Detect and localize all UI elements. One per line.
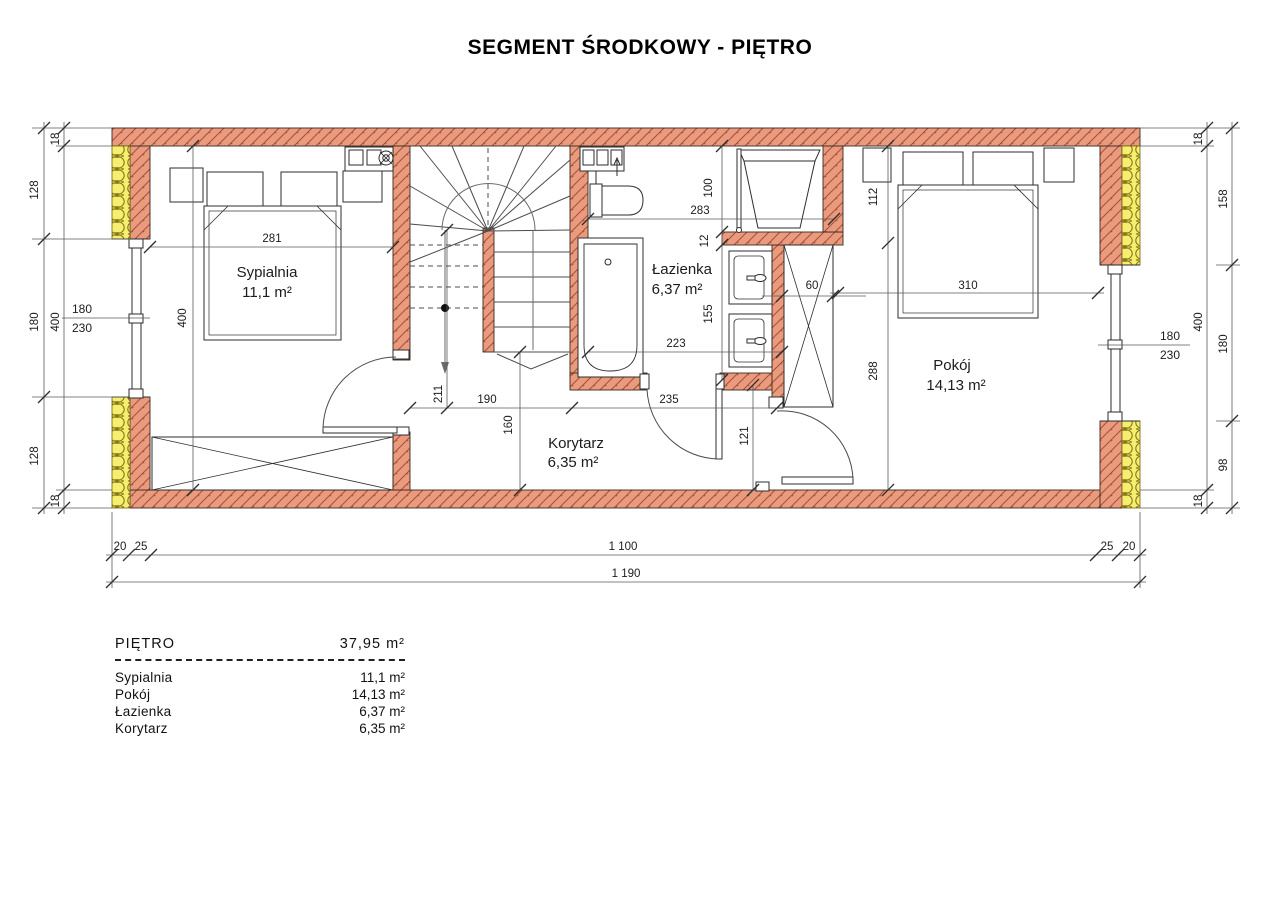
door-leaf xyxy=(716,389,722,459)
stair-treads-lower xyxy=(494,252,570,369)
nightstand xyxy=(343,171,382,202)
legend-header xyxy=(115,636,405,659)
dim-label: 60 xyxy=(805,280,819,292)
nightstand xyxy=(170,168,203,202)
bed-pokoj xyxy=(863,148,1074,318)
legend-room-name: Sypialnia xyxy=(115,670,173,685)
dim-label: 1 190 xyxy=(611,568,641,580)
flue-block-bedroom xyxy=(345,147,393,171)
legend-room-area: 11,1 m² xyxy=(360,670,405,685)
dim-label: 223 xyxy=(666,338,686,350)
wardrobe-pokoj xyxy=(784,245,833,407)
legend-room-name: Korytarz xyxy=(115,721,168,736)
insulation-left-upper xyxy=(112,146,130,239)
legend-room-name: Łazienka xyxy=(115,704,172,719)
window-size-label: 180 xyxy=(1159,329,1181,343)
window-left xyxy=(112,239,150,398)
window-right xyxy=(1100,265,1140,421)
room-label-lazienka: Łazienka xyxy=(651,261,713,278)
dim-label: 1 100 xyxy=(608,541,638,553)
wall-stair-left-stub xyxy=(393,432,410,490)
dim-label: 20 xyxy=(1122,541,1136,553)
page-title: SEGMENT ŚRODKOWY - PIĘTRO xyxy=(467,36,813,59)
dim-label: 18 xyxy=(1193,132,1205,146)
dim-label: 281 xyxy=(262,233,282,245)
legend-room-area: 14,13 m² xyxy=(351,687,405,702)
insulation-right-upper xyxy=(1122,146,1140,265)
dim-label: 211 xyxy=(433,384,445,404)
dim-label: 190 xyxy=(477,394,497,406)
bathtub xyxy=(578,238,643,377)
dim-label: 288 xyxy=(868,361,880,381)
dim-label: 25 xyxy=(1100,541,1114,553)
wall-left-lower xyxy=(130,397,150,490)
dim-label: 25 xyxy=(134,541,148,553)
wall-stair-left xyxy=(393,146,410,360)
dim-label: 128 xyxy=(29,180,41,200)
dim-label: 180 xyxy=(1218,334,1230,354)
washbasins xyxy=(729,251,772,367)
room-label-korytarz: Korytarz xyxy=(548,435,604,452)
legend-room-area: 6,37 m² xyxy=(359,704,405,719)
dim-label: 100 xyxy=(703,178,715,198)
pillow xyxy=(281,172,337,208)
dim-label: 400 xyxy=(1193,312,1205,332)
legend-row xyxy=(115,669,405,686)
room-label-pokoj: Pokój xyxy=(933,357,971,374)
room-area-sypialnia: 11,1 m² xyxy=(242,284,292,301)
stair-start-mark xyxy=(497,354,568,369)
legend-room-area: 6,35 m² xyxy=(359,721,405,736)
window-size-label: 180 xyxy=(71,302,93,316)
wall-shower-bottom xyxy=(722,232,843,245)
legend-floor-label: PIĘTRO xyxy=(115,636,175,652)
wall-right-upper xyxy=(1100,146,1122,265)
dim-label: 310 xyxy=(958,280,978,292)
room-area-lazienka: 6,37 m² xyxy=(651,281,703,298)
dim-label: 98 xyxy=(1218,458,1230,472)
dim-label: 158 xyxy=(1218,189,1230,209)
room-area-korytarz: 6,35 m² xyxy=(547,454,599,471)
wall-bottom xyxy=(130,490,1122,508)
room-label-sypialnia: Sypialnia xyxy=(236,264,298,281)
legend-floor-area: 37,95 m² xyxy=(339,636,405,652)
legend-separator xyxy=(115,659,405,661)
door-lazienka xyxy=(640,374,724,459)
stair-spine-wall xyxy=(483,228,494,352)
dim-label: 20 xyxy=(113,541,127,553)
legend-row xyxy=(115,686,405,703)
dim-label: 160 xyxy=(503,415,515,435)
door-pokoj xyxy=(756,397,853,491)
dim-label: 235 xyxy=(659,394,679,406)
door-leaf xyxy=(323,427,397,433)
dim-label: 400 xyxy=(50,312,62,332)
dim-label: 400 xyxy=(177,308,189,328)
dim-label: 283 xyxy=(690,205,710,217)
bed-sypialnia xyxy=(170,168,382,340)
dim-label: 128 xyxy=(29,446,41,466)
dim-label: 155 xyxy=(703,304,715,324)
wall-left-upper xyxy=(130,146,150,239)
bed-body xyxy=(898,185,1038,318)
door-sypialnia xyxy=(323,350,409,435)
legend-row xyxy=(115,720,405,737)
legend-room-name: Pokój xyxy=(115,687,151,702)
toilet xyxy=(590,184,643,217)
dim-label: 180 xyxy=(29,312,41,332)
dim-label: 112 xyxy=(868,187,880,207)
dim-label: 121 xyxy=(739,426,751,446)
legend-row xyxy=(115,703,405,720)
dim-label: 18 xyxy=(50,494,62,508)
dim-label: 18 xyxy=(50,132,62,146)
wall-right-lower xyxy=(1100,421,1122,508)
window-sill-label: 230 xyxy=(71,321,93,335)
dim-label: 12 xyxy=(699,234,711,248)
insulation-left-lower xyxy=(112,397,130,508)
shower-door xyxy=(737,149,741,230)
wardrobe-sypialnia xyxy=(152,437,393,490)
area-legend xyxy=(115,636,405,737)
insulation-right-lower xyxy=(1122,421,1140,508)
shower xyxy=(737,149,821,233)
window-sill-label: 230 xyxy=(1159,348,1181,362)
nightstand xyxy=(1044,148,1074,182)
wall-top xyxy=(112,128,1140,146)
room-area-pokoj: 14,13 m² xyxy=(926,377,986,394)
dim-label: 18 xyxy=(1193,494,1205,508)
pillow xyxy=(207,172,263,208)
door-leaf xyxy=(782,477,853,484)
nightstand xyxy=(863,148,891,182)
